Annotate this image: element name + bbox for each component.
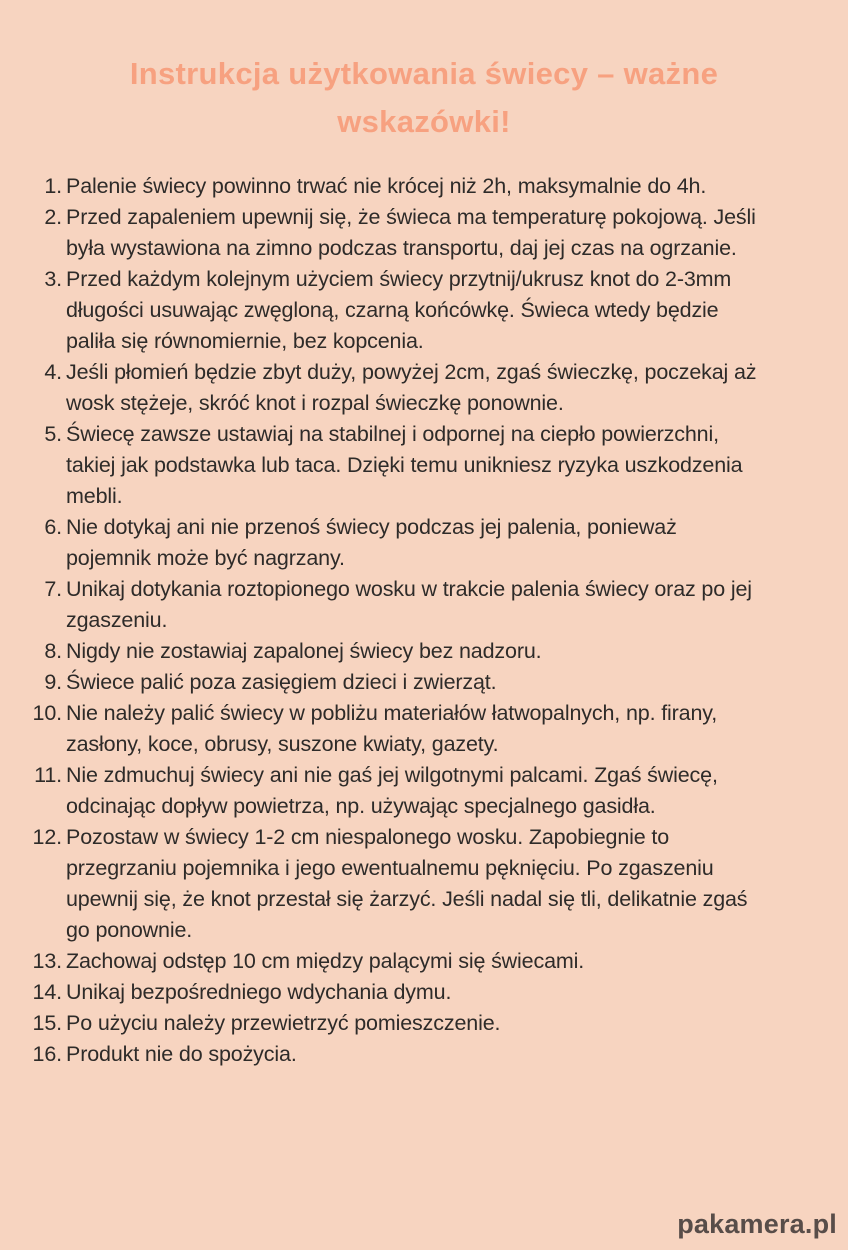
instruction-item [30,977,808,1008]
page-title [79,50,769,146]
instruction-number: 2. [44,205,62,229]
instruction-number: 8. [44,639,62,663]
instruction-text: Świecę zawsze ustawiaj na stabilnej i odpornej na ciepło powierzchni, takiej jak podstawka lub taca. Dzięki temu unikniesz ryzyka uszkodzenia mebli. [66,422,743,508]
instruction-text: Palenie świecy powinno trwać nie krócej niż 2h, maksymalnie do 4h. [66,174,707,198]
instruction-text: Przed zapaleniem upewnij się, że świeca ma temperaturę pokojową. Jeśli była wystawiona na zimno podczas transportu, daj jej czas na ogrzanie. [66,205,756,260]
instruction-number: 3. [44,267,62,291]
instruction-item [30,667,808,698]
instruction-item [30,264,808,357]
instruction-number: 7. [44,577,62,601]
instruction-item [30,574,808,636]
instruction-item [30,419,808,512]
instruction-number: 6. [44,515,62,539]
instruction-item [30,946,808,977]
instruction-text: Nigdy nie zostawiaj zapalonej świecy bez nadzoru. [66,639,542,663]
instruction-number: 1. [44,174,62,198]
instruction-number: 15. [32,1011,62,1035]
instruction-number: 12. [32,825,62,849]
instruction-item [30,822,808,946]
instruction-item [30,202,808,264]
pakamera-watermark: pakamera.pl [677,1209,837,1239]
instruction-text: Pozostaw w świecy 1-2 cm niespalonego wosku. Zapobiegnie to przegrzaniu pojemnika i jego ewentualnemu pęknięciu. Po zgaszeniu upewnij się, że knot przestał się żarzyć. Jeśli nadal się tli, delikatnie zgaś go ponownie. [66,825,748,942]
instruction-item [30,171,808,202]
instruction-text: Po użyciu należy przewietrzyć pomieszczenie. [66,1011,501,1035]
instruction-text: Zachowaj odstęp 10 cm między palącymi się świecami. [66,949,585,973]
instruction-item [30,636,808,667]
instruction-text: Przed każdym kolejnym użyciem świecy przytnij/ukrusz knot do 2-3mm długości usuwając zwęgloną, czarną końcówkę. Świeca wtedy będzie paliła się równomiernie, bez kopcenia. [66,267,732,353]
instruction-item [30,1039,808,1070]
instruction-item [30,1008,808,1039]
instruction-text: Unikaj bezpośredniego wdychania dymu. [66,980,452,1004]
instruction-number: 10. [32,701,62,725]
instruction-number: 13. [32,949,62,973]
instruction-number: 16. [32,1042,62,1066]
instructions-list [0,171,848,1070]
instruction-number: 5. [44,422,62,446]
candle-instructions-page [0,50,848,1250]
instruction-text: Jeśli płomień będzie zbyt duży, powyżej 2cm, zgaś świeczkę, poczekaj aż wosk stężeje, skróć knot i rozpal świeczkę ponownie. [66,360,757,415]
instruction-text: Produkt nie do spożycia. [66,1042,297,1066]
instruction-text: Nie zdmuchuj świecy ani nie gaś jej wilgotnymi palcami. Zgaś świecę, odcinając dopływ powietrza, np. używając specjalnego gasidła. [66,763,718,818]
page-title-line-2: wskazówki! [337,104,511,139]
instruction-number: 14. [32,980,62,1004]
instruction-item [30,357,808,419]
instruction-text: Nie należy palić świecy w pobliżu materiałów łatwopalnych, np. firany, zasłony, koce, obrusy, suszone kwiaty, gazety. [66,701,718,756]
instruction-number: 9. [44,670,62,694]
instruction-text: Unikaj dotykania roztopionego wosku w trakcie palenia świecy oraz po jej zgaszeniu. [66,577,752,632]
instruction-number: 11. [34,763,62,787]
instruction-text: Nie dotykaj ani nie przenoś świecy podczas jej palenia, ponieważ pojemnik może być nagrzany. [66,515,677,570]
page-title-line-1: Instrukcja użytkowania świecy – ważne [129,56,719,91]
instruction-number: 4. [44,360,62,384]
instruction-item [30,512,808,574]
instruction-item [30,698,808,760]
instruction-text: Świece palić poza zasięgiem dzieci i zwierząt. [66,670,497,694]
instruction-item [30,760,808,822]
